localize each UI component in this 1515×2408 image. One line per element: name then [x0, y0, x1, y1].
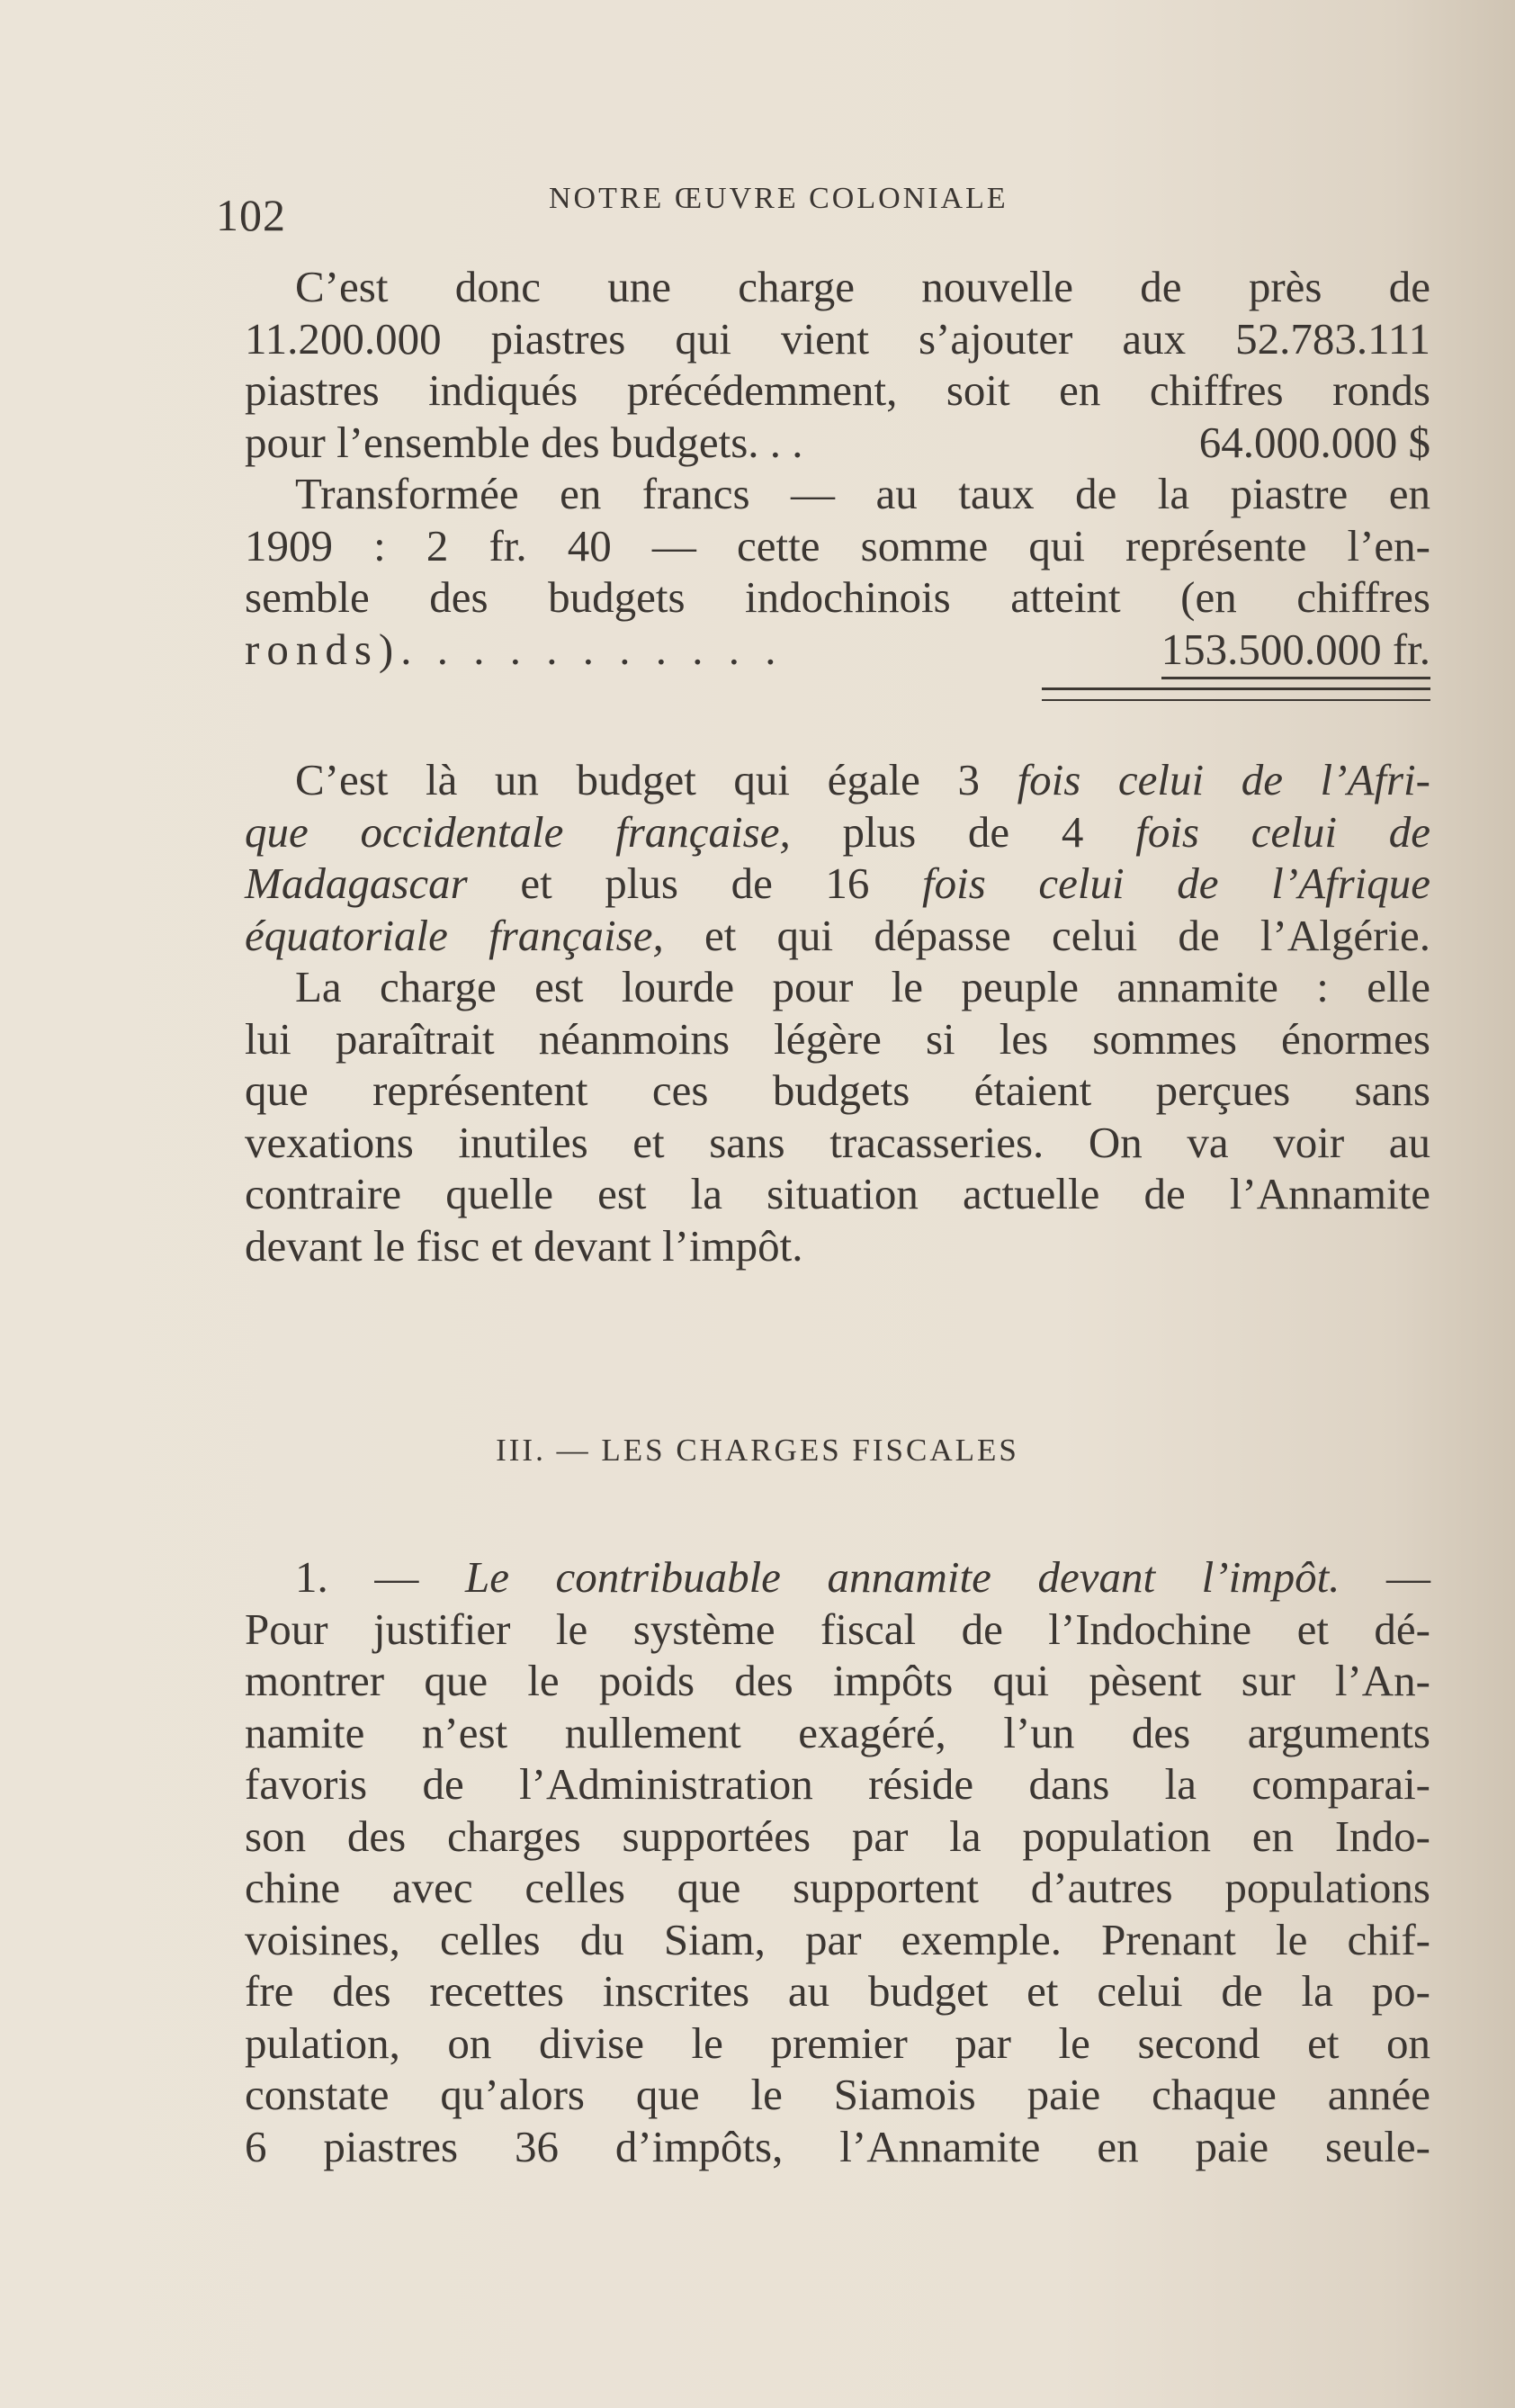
amount-francs: 153.500.000 fr. [1161, 624, 1430, 680]
text-fragment: ronds). . . . . . . . . . . [245, 624, 784, 674]
text-line: namite n’est nullement exagéré, l’un des arguments [245, 1707, 1430, 1757]
text-fragment: C’est là un budget qui égale 3 [295, 755, 980, 804]
page-header [216, 176, 1439, 239]
amount-piastres: 64.000.000 $ [1198, 417, 1430, 467]
text-fragment: et plus de 16 [520, 858, 870, 908]
text-line: contraire quelle est la situation actuelle de l’Annamite [245, 1169, 1430, 1218]
text-line: semble des budgets indochinois atteint (en chiffres [245, 572, 1430, 622]
text-line: lui paraîtrait néanmoins légère si les sommes énormes [245, 1013, 1430, 1064]
text-line: voisines, celles du Siam, par exemple. Prenant le chif- [245, 1914, 1430, 1964]
text-line: piastres indiqués précédemment, soit en chiffres ronds [245, 365, 1430, 415]
page-number: 102 [216, 190, 286, 240]
text-line: Pour justifier le système fiscal de l’Indochine et dé- [245, 1604, 1430, 1654]
text-line: que représentent ces budgets étaient perçues sans [245, 1065, 1430, 1115]
italic-fragment: fois celui de [1135, 806, 1430, 857]
text-line: fre des recettes inscrites au budget et celui de la po- [245, 1966, 1430, 2016]
text-line [245, 910, 1430, 962]
text-line [245, 754, 1430, 806]
text-fragment: — [1386, 1552, 1431, 1602]
italic-fragment: fois celui de l’Afri- [1017, 755, 1430, 804]
text-line: La charge est lourde pour le peuple annamite : elle [295, 962, 1430, 1011]
paragraph-budget-total [245, 261, 1430, 679]
text-line: pulation, on divise le premier par le second et on [245, 2017, 1430, 2068]
section-heading: III. — LES CHARGES FISCALES [496, 1433, 1019, 1468]
text-fragment: et qui dépasse celui de l’Algérie. [704, 910, 1430, 960]
italic-fragment: que occidentale française, [245, 806, 791, 857]
text-fragment: plus de 4 [842, 806, 1084, 857]
text-line: chine avec celles que supportent d’autres populations [245, 1863, 1430, 1912]
text-fragment: pour l’ensemble des budgets. . . [245, 417, 803, 467]
text-line-with-amount [245, 417, 1430, 469]
text-line: devant le fisc et devant l’impôt. [245, 1220, 803, 1271]
text-line: son des charges supportées par la population en Indo- [245, 1810, 1430, 1861]
italic-fragment: Le contribuable annamite devant l’impôt. [464, 1552, 1340, 1602]
italic-fragment: fois celui de l’Afrique [922, 858, 1431, 908]
paragraph-fiscal-charges [245, 1551, 1430, 2172]
double-rule [1042, 687, 1430, 701]
text-line: 1909 : 2 fr. 40 — cette somme qui représente l’en- [245, 520, 1430, 571]
text-line: montrer que le poids des impôts qui pèsent sur l’An- [245, 1656, 1430, 1705]
text-line: 6 piastres 36 d’impôts, l’Annamite en paie seule- [245, 2121, 1430, 2171]
italic-fragment: équatoriale française, [245, 910, 664, 960]
running-title: NOTRE ŒUVRE COLONIALE [549, 182, 1009, 215]
text-line: favoris de l’Administration réside dans la comparai- [245, 1759, 1430, 1809]
text-line [245, 1551, 1430, 1604]
text-fragment: 1. — [295, 1552, 419, 1602]
text-line: 11.200.000 piastres qui vient s’ajouter aux 52.783.111 [245, 313, 1430, 364]
text-line: C’est donc une charge nouvelle de près de [295, 262, 1430, 311]
text-line: constate qu’alors que le Siamois paie chaque année [245, 2070, 1430, 2119]
italic-fragment: Madagascar [245, 858, 468, 908]
text-line: vexations inutiles et sans tracasseries. On va voir au [245, 1117, 1430, 1167]
text-line [245, 858, 1430, 910]
text-line [245, 806, 1430, 858]
paragraph-comparison [245, 754, 1430, 1271]
text-line: Transformée en francs — au taux de la piastre en [295, 469, 1430, 518]
text-line-with-amount [245, 624, 1430, 676]
